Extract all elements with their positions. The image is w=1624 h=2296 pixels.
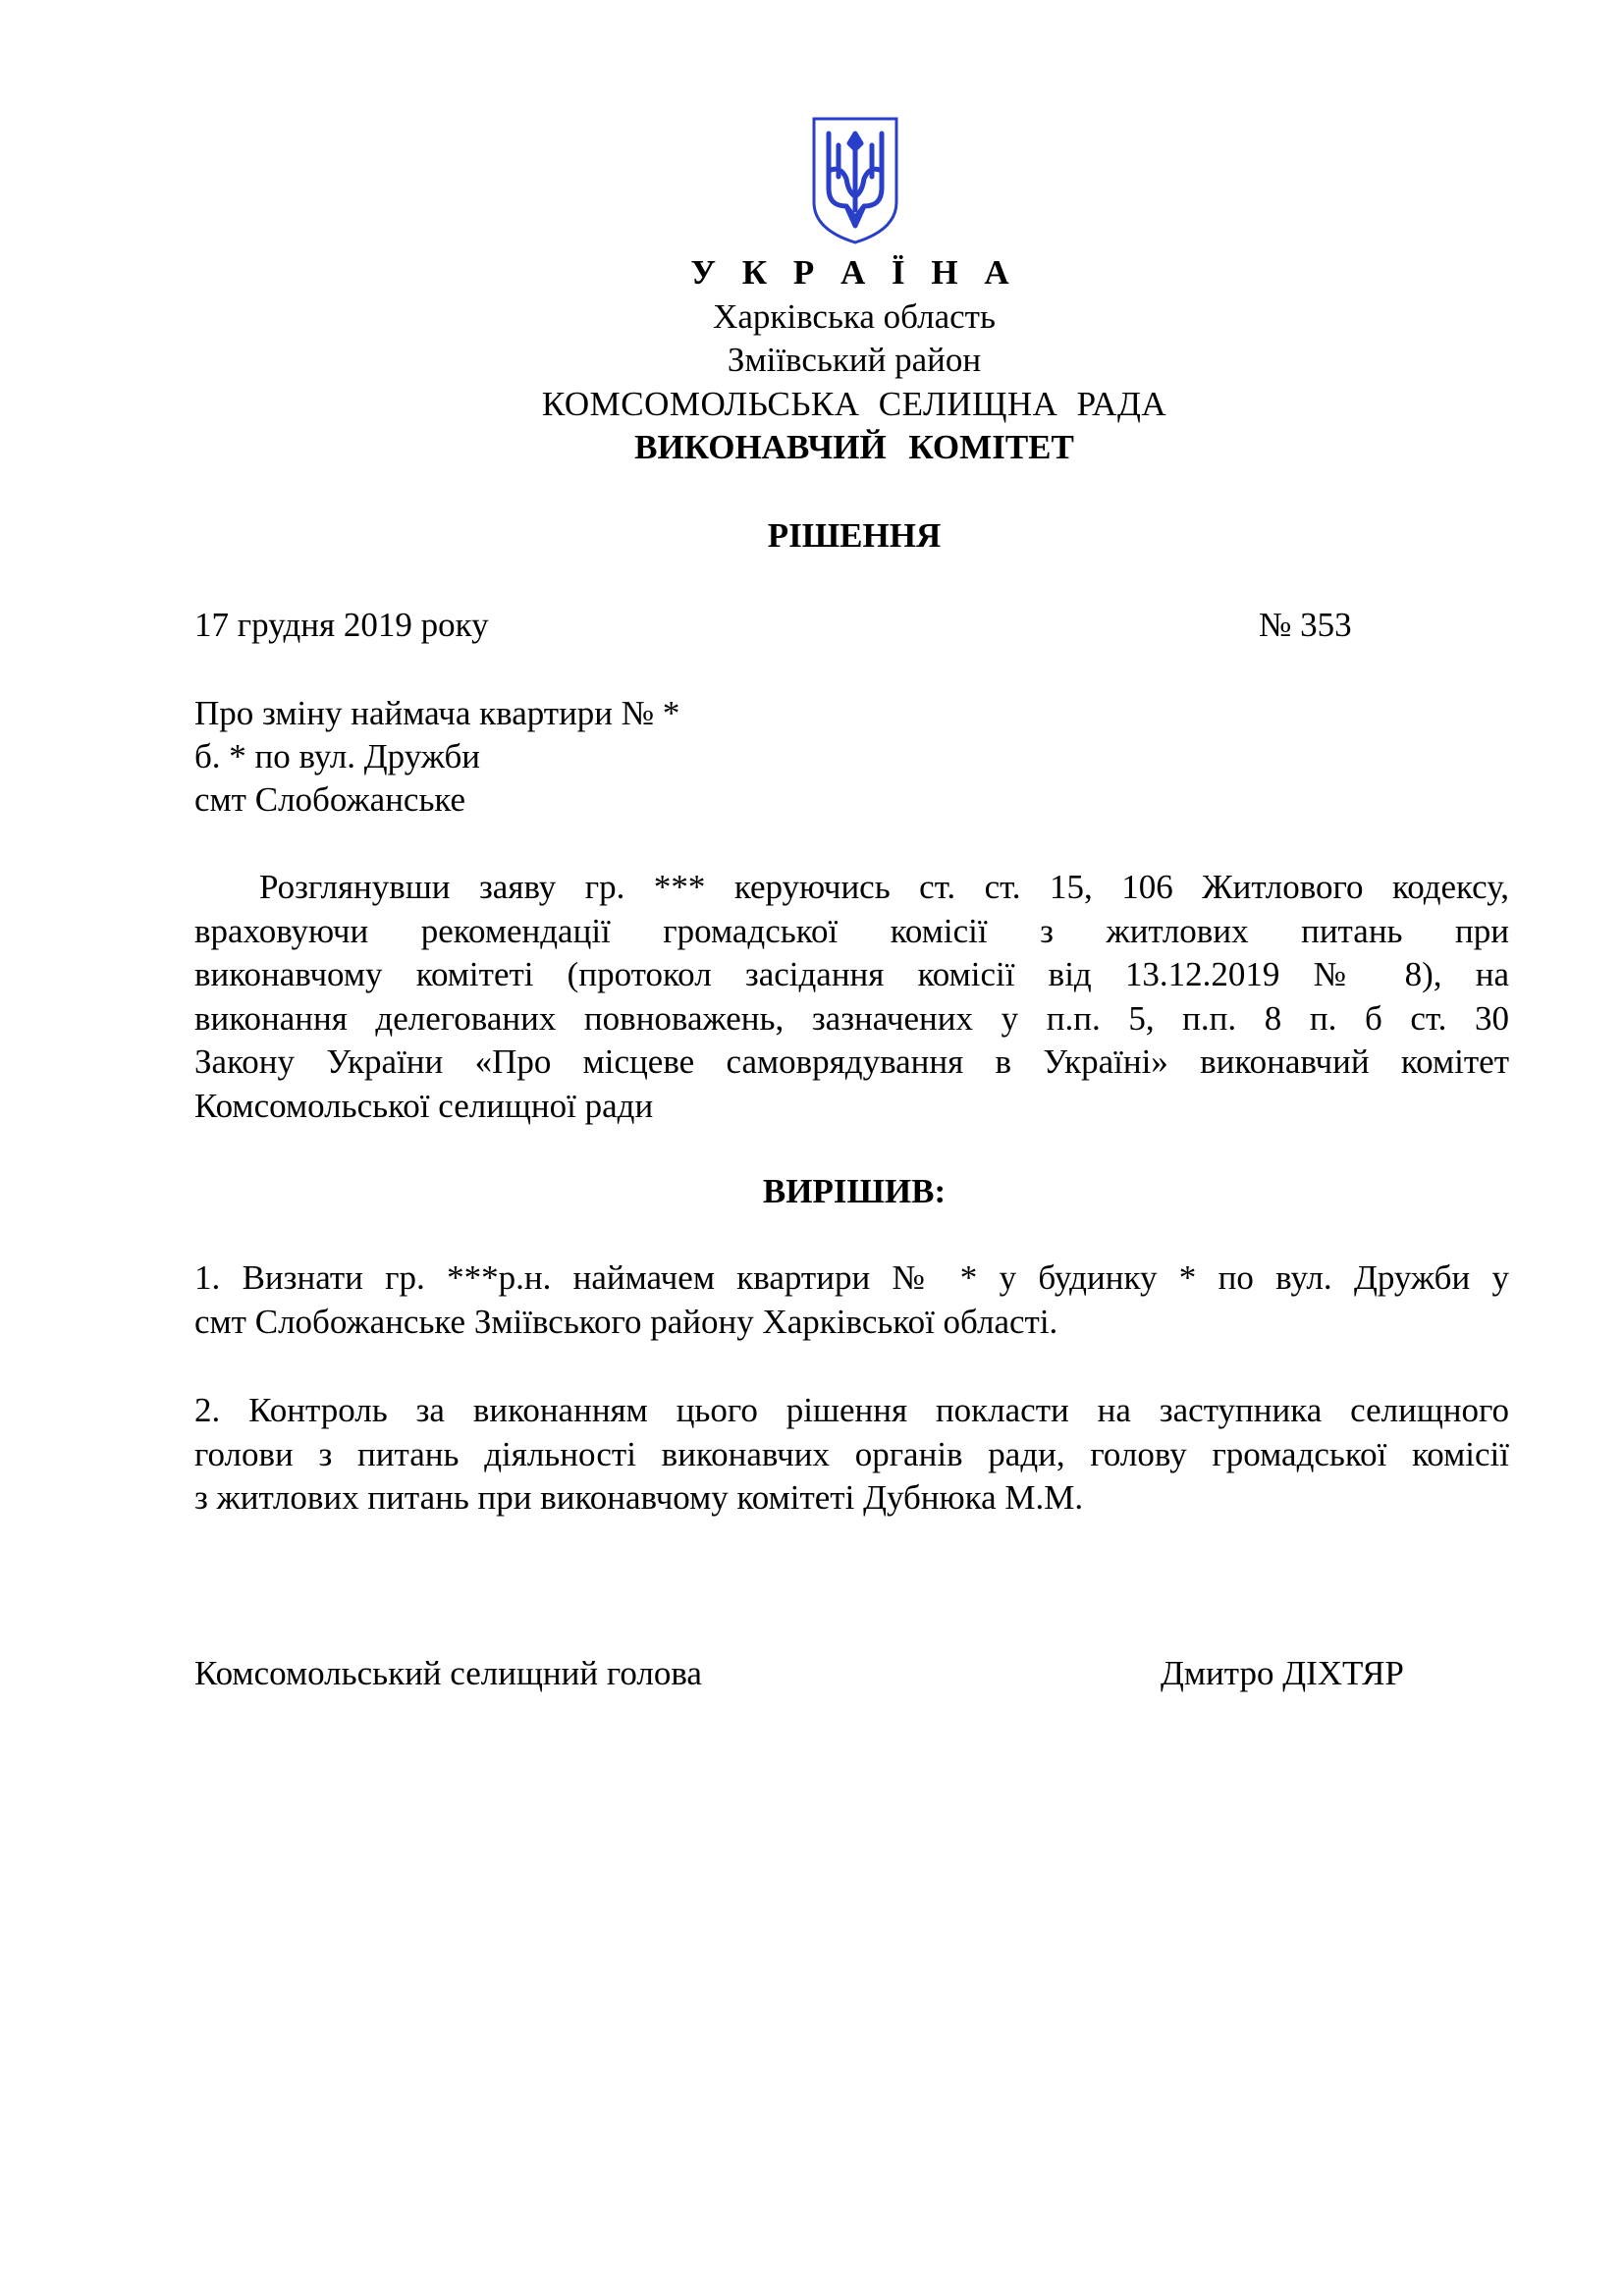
resolved-heading: ВИРІШИВ:	[762, 1172, 947, 1210]
preamble-line: Розглянувши заяву гр. *** керуючись ст. ст. 15, 106 Житлового кодексу,	[259, 868, 1509, 906]
header-country: У К Р А Ї Н А	[690, 253, 1018, 292]
preamble-paragraph	[194, 866, 1509, 1128]
preamble-line: виконавчому комітеті (протокол засідання комісії від 13.12.2019 № 8), на	[194, 955, 1509, 993]
decision-number: № 353	[1259, 606, 1352, 644]
header-oblast: Харківська область	[713, 297, 996, 336]
preamble-line: виконання делегованих повноважень, зазначених у п.п. 5, п.п. 8 п. б ст. 30	[194, 998, 1509, 1038]
item-line: смт Слобожанське Зміївського району Харківської області.	[194, 1302, 1058, 1341]
header-committee: ВИКОНАВЧИЙ КОМІТЕТ	[634, 428, 1074, 466]
document-type-title: РІШЕННЯ	[767, 516, 942, 555]
subject-line: Про зміну наймача квартири № *	[194, 694, 680, 732]
decision-date: 17 грудня 2019 року	[194, 606, 489, 644]
subject-line: смт Слобожанське	[194, 780, 466, 819]
item-line: 2. Контроль за виконанням цього рішення покласти на заступника селищного	[194, 1391, 1509, 1429]
preamble-line: Комсомольської селищної ради	[194, 1086, 654, 1125]
preamble-line: Закону України «Про місцеве самоврядування в Україні» виконавчий комітет	[194, 1042, 1509, 1081]
signatory-name: Дмитро ДІХТЯР	[1161, 1654, 1404, 1692]
decision-item-2	[194, 1389, 1509, 1521]
item-line: голови з питань діяльності виконавчих органів ради, голову громадської комісії	[194, 1434, 1509, 1473]
item-line: з житлових питань при виконавчому комітеті Дубнюка М.М.	[194, 1478, 1084, 1517]
decision-subject	[194, 692, 679, 822]
header-raion: Зміївський район	[727, 341, 982, 379]
signatory-title: Комсомольський селищний голова	[194, 1654, 702, 1692]
subject-line: б. * по вул. Дружби	[194, 737, 481, 775]
decision-item-1	[194, 1256, 1509, 1344]
item-line: 1. Визнати гр. ***р.н. наймачем квартири № * у будинку * по вул. Дружби у	[194, 1258, 1509, 1297]
tryzub-emblem-icon	[811, 116, 899, 245]
header-council: КОМСОМОЛЬСЬКА СЕЛИЩНА РАДА	[541, 385, 1167, 423]
preamble-line: враховуючи рекомендації громадської комісії з житлових питань при	[194, 911, 1509, 950]
